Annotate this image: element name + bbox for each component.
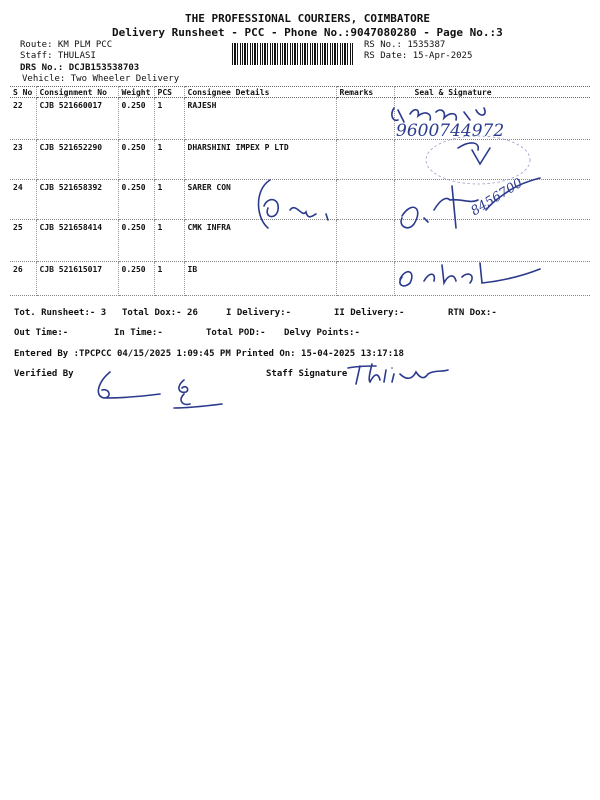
route-label: Route: KM PLM PCC [20,40,113,50]
staff-signature [342,360,452,390]
cell-consignment: CJB 521658392 [36,180,118,220]
cell-consignee: DHARSHINI IMPEX P LTD [184,140,336,180]
ii-delivery: II Delivery:- [334,308,405,318]
rtn-dox: RTN Dox:- [448,308,497,318]
cell-pcs: 1 [154,140,184,180]
cell-pcs: 1 [154,220,184,262]
cell-consignee: SARER CON [184,180,336,220]
cell-consignment: CJB 521652290 [36,140,118,180]
cell-pcs: 1 [154,180,184,220]
cell-consignee: RAJESH [184,98,336,140]
cell-consignment: CJB 521658414 [36,220,118,262]
runsheet-title: Delivery Runsheet - PCC - Phone No.:9047080280 - Page No.:3 [112,26,503,39]
cell-consignee: IB [184,262,336,296]
rs-date: RS Date: 15-Apr-2025 [364,51,473,61]
col-seal-signature: Seal & Signature [394,87,590,98]
col-consignee: Consignee Details [184,87,336,98]
signature-row24-25 [250,172,360,242]
handwritten-phone: 9600744972 [396,121,505,141]
cell-consignment: CJB 521660017 [36,98,118,140]
i-delivery: I Delivery:- [226,308,292,318]
cell-weight: 0.250 [118,98,154,140]
col-sno: S No [10,87,36,98]
cell-consignment: CJB 521615017 [36,262,118,296]
cell-sno: 24 [10,180,36,220]
cell-pcs: 1 [154,98,184,140]
entered-by: Entered By :TPCPCC 04/15/2025 1:09:45 PM [14,349,231,359]
cell-weight: 0.250 [118,262,154,296]
col-pcs: PCS [154,87,184,98]
cell-pcs: 1 [154,262,184,296]
cell-weight: 0.250 [118,140,154,180]
total-pod: Total POD:- [206,328,266,338]
cell-sno: 25 [10,220,36,262]
company-title: THE PROFESSIONAL COURIERS, COIMBATORE [185,12,431,25]
in-time: In Time:- [114,328,163,338]
col-consignment: Consignment No [36,87,118,98]
printed-on: Printed On: 15-04-2025 13:17:18 [236,349,404,359]
vehicle-label: Vehicle: Two Wheeler Delivery [22,74,180,84]
delvy-points: Delvy Points:- [284,328,360,338]
cell-sno: 22 [10,98,36,140]
table-header-row [10,87,590,98]
col-weight: Weight [118,87,154,98]
cell-weight: 0.250 [118,220,154,262]
cell-remarks [336,262,394,296]
verified-by-label: Verified By [14,369,74,379]
col-remarks: Remarks [336,87,394,98]
cell-weight: 0.250 [118,180,154,220]
drs-number: DRS No.: DCJB153538703 [20,63,140,73]
staff-label: Staff: THULASI [20,51,96,61]
staff-signature-label: Staff Signature [266,369,348,379]
verified-signature [90,368,240,418]
cell-sno: 26 [10,262,36,296]
tot-runsheet: Tot. Runsheet:- 3 [14,308,107,318]
handwritten-number: 8456700 [468,175,526,220]
barcode [232,43,354,65]
cell-consignee: CMK INFRA [184,220,336,262]
cell-sno: 23 [10,140,36,180]
signature-row26 [390,255,550,295]
total-dox: Total Dox:- 26 [122,308,198,318]
out-time: Out Time:- [14,328,69,338]
rs-number: RS No.: 1535387 [364,40,446,50]
